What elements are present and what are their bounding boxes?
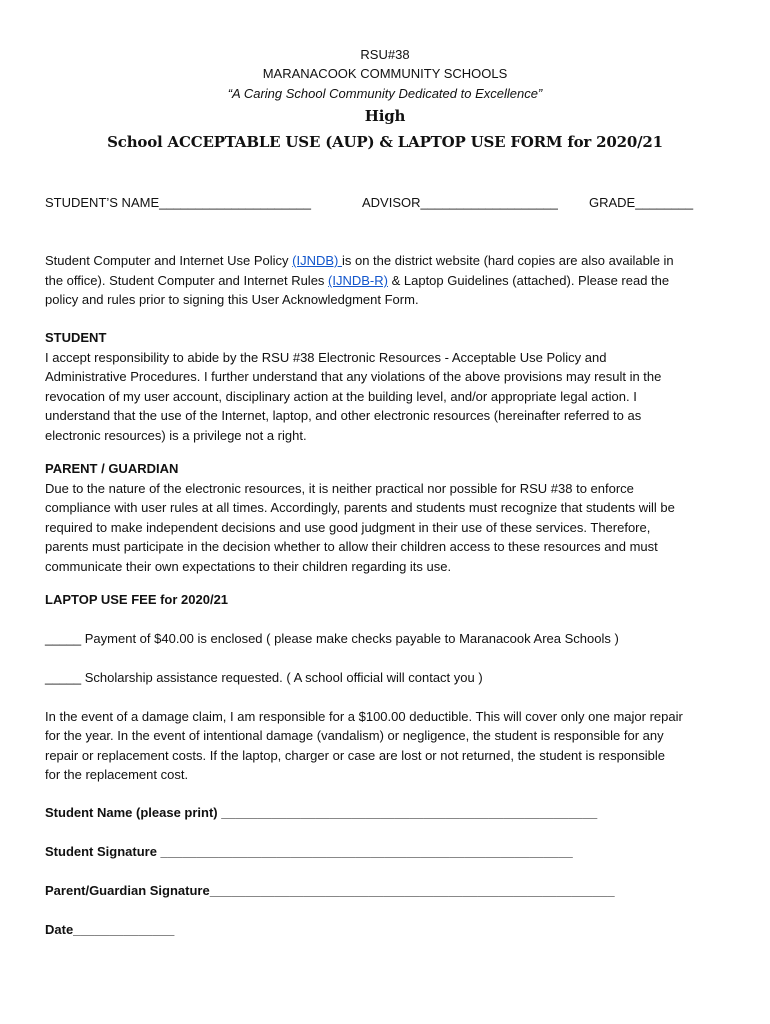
parent-text-line: required to make independent decisions and use good judgment in their use of these services. Therefore, [45,520,651,535]
date-field[interactable]: Date______________ [45,922,175,937]
ijndb-link[interactable]: (IJNDB) [292,253,342,268]
student-heading: STUDENT [45,330,107,345]
parent-text-line: Due to the nature of the electronic resources, it is neither practical nor possible for RSU #38 to enforce [45,481,634,496]
form-title-line1: High [364,107,406,125]
ijndb-r-link[interactable]: (IJNDB-R) [328,273,388,288]
student-text-line: Administrative Procedures. I further understand that any violations of the above provisions may result in the [45,369,662,384]
student-text-line: electronic resources) is a privilege not a right. [45,428,307,443]
intro-line-3: policy and rules prior to signing this User Acknowledgment Form. [45,292,419,307]
parent-heading: PARENT / GUARDIAN [45,461,179,476]
damage-text-line: repair or replacement costs. If the laptop, charger or case are lost or not returned, the student is responsible [45,748,665,763]
intro-line-2: the office). Student Computer and Internet Rules (IJNDB-R) & Laptop Guidelines (attached). Please read the [45,273,670,288]
fee-scholarship-option[interactable]: _____ Scholarship assistance requested. ( A school official will contact you ) [45,670,483,685]
student-name-field[interactable]: STUDENT’S NAME_____________________ [45,195,311,210]
fee-heading: LAPTOP USE FEE for 2020/21 [45,592,229,607]
student-text-line: understand that the use of the Internet, laptop, and other electronic resources (hereinafter referred to as [45,408,642,423]
damage-text-line: In the event of a damage claim, I am responsible for a $100.00 deductible. This will cover only one major repair [45,709,683,724]
fee-payment-option[interactable]: _____ Payment of $40.00 is enclosed ( please make checks payable to Maranacook Area Schools ) [45,631,619,646]
district-motto: “A Caring School Community Dedicated to Excellence” [227,86,543,101]
intro-line-1: Student Computer and Internet Use Policy (IJNDB) is on the district website (hard copies are also available in [45,253,674,268]
parent-signature-field[interactable]: Parent/Guardian Signature________________________________________________________ [45,883,615,898]
parent-text-line: compliance with user rules at all times. Accordingly, parents and students must recognize that students will be [45,500,675,515]
form-title-line2: School ACCEPTABLE USE (AUP) & LAPTOP USE FORM for 2020/21 [107,133,663,151]
advisor-field[interactable]: ADVISOR___________________ [362,195,558,210]
district-name: MARANACOOK COMMUNITY SCHOOLS [262,66,508,81]
grade-field[interactable]: GRADE________ [589,195,694,210]
parent-text-line: communicate their own expectations to their children regarding its use. [45,559,452,574]
student-text-line: I accept responsibility to abide by the RSU #38 Electronic Resources - Acceptable Use Policy and [45,350,607,365]
district-code: RSU#38 [360,47,410,62]
parent-text-line: parents must participate in the decision whether to allow their children access to these resources and must [45,539,658,554]
damage-text-line: for the year. In the event of intentional damage (vandalism) or negligence, the student is responsible for any [45,728,664,743]
student-signature-field[interactable]: Student Signature _________________________________________________________ [45,844,573,859]
damage-text-line: for the replacement cost. [45,767,189,782]
student-text-line: revocation of my user account, disciplinary action at the building level, and/or appropriate legal action. I [45,389,637,404]
student-name-print-field[interactable]: Student Name (please print) ____________________________________________________ [45,805,598,820]
